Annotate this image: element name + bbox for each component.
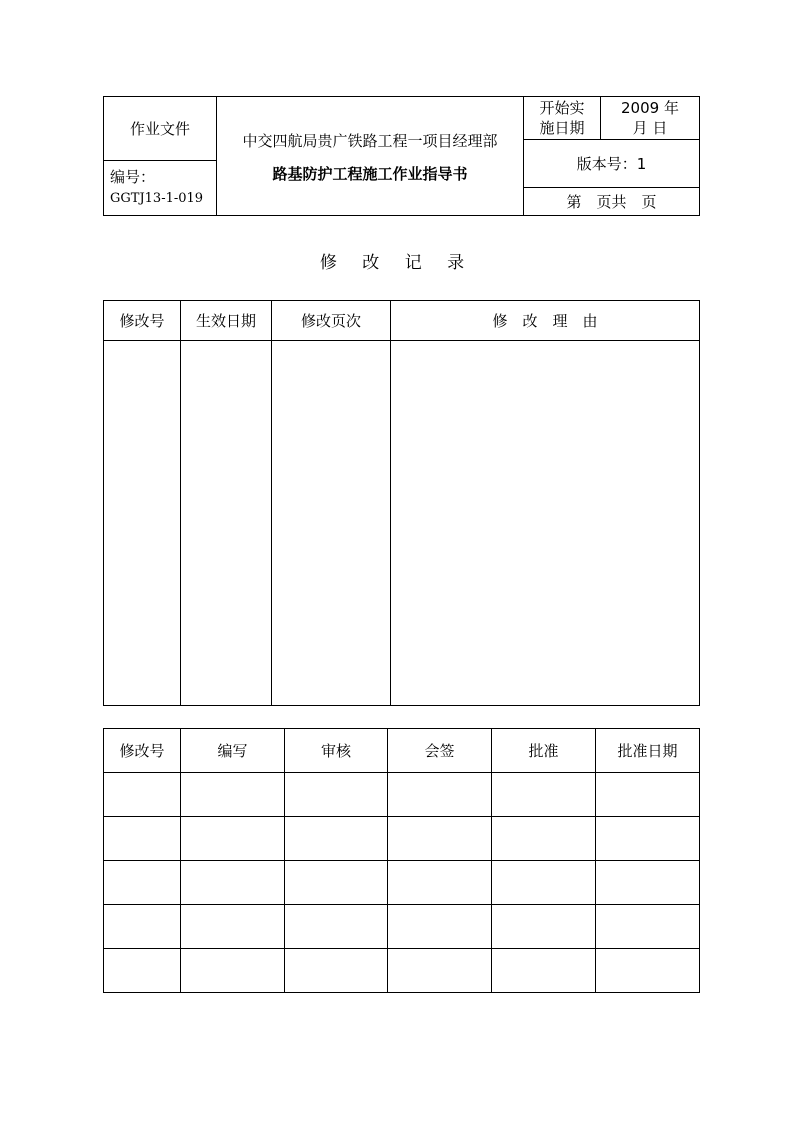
table-cell (181, 861, 285, 905)
table-cell (285, 861, 388, 905)
start-year: 2009 年 (621, 99, 679, 117)
table-cell (391, 341, 700, 706)
table-cell (272, 341, 391, 706)
start-date-value (601, 97, 700, 140)
table-cell (492, 949, 596, 993)
signoff-table (103, 728, 700, 993)
doc-code (104, 161, 217, 216)
revision-table (103, 300, 700, 706)
table-cell (492, 861, 596, 905)
revision-body-row (104, 341, 700, 706)
signoff-header-row (104, 729, 700, 773)
table-cell (388, 773, 492, 817)
start-date-label-line2: 施日期 (539, 119, 585, 137)
table-cell (492, 773, 596, 817)
table-row (104, 817, 700, 861)
table-cell (104, 341, 181, 706)
table-cell (596, 773, 700, 817)
table-row (104, 949, 700, 993)
table-cell (388, 861, 492, 905)
table-cell (181, 341, 272, 706)
col-header: 审核 (285, 729, 388, 773)
table-row (104, 773, 700, 817)
table-cell (104, 905, 181, 949)
table-cell (285, 817, 388, 861)
table-cell (104, 861, 181, 905)
table-cell (104, 949, 181, 993)
version-number: 版本号：1 (524, 140, 700, 188)
col-header: 修改页次 (272, 301, 391, 341)
table-cell (181, 949, 285, 993)
table-cell (285, 905, 388, 949)
table-cell (388, 949, 492, 993)
doc-title: 路基防护工程施工作业指导书 (217, 161, 524, 216)
col-header: 修改号 (104, 729, 181, 773)
col-header: 批准日期 (596, 729, 700, 773)
doc-code-value: GGTJ13-1-019 (110, 191, 204, 206)
doc-type-label: 作业文件 (104, 97, 217, 161)
table-cell (388, 905, 492, 949)
table-cell (104, 817, 181, 861)
col-header: 生效日期 (181, 301, 272, 341)
table-cell (596, 905, 700, 949)
table-cell (285, 949, 388, 993)
page-info: 第 页共 页 (524, 188, 700, 216)
table-cell (104, 773, 181, 817)
col-header: 会签 (388, 729, 492, 773)
revision-header-row (104, 301, 700, 341)
org-name: 中交四航局贵广铁路工程一项目经理部 (217, 97, 524, 161)
table-row (104, 861, 700, 905)
table-cell (596, 861, 700, 905)
table-cell (492, 905, 596, 949)
table-cell (181, 905, 285, 949)
table-cell (181, 817, 285, 861)
start-date-label (524, 97, 601, 140)
start-month-day: 月 日 (632, 119, 668, 137)
doc-code-label: 编号： (110, 168, 156, 186)
table-cell (596, 817, 700, 861)
col-header: 编写 (181, 729, 285, 773)
table-cell (388, 817, 492, 861)
table-cell (596, 949, 700, 993)
section-title: 修 改 记 录 (319, 253, 475, 273)
header-table (103, 96, 700, 216)
table-row (104, 905, 700, 949)
col-header: 批准 (492, 729, 596, 773)
table-cell (492, 817, 596, 861)
col-header: 修改号 (104, 301, 181, 341)
table-cell (285, 773, 388, 817)
col-header: 修 改 理 由 (391, 301, 700, 341)
table-cell (181, 773, 285, 817)
start-date-label-line1: 开始实 (539, 99, 585, 117)
